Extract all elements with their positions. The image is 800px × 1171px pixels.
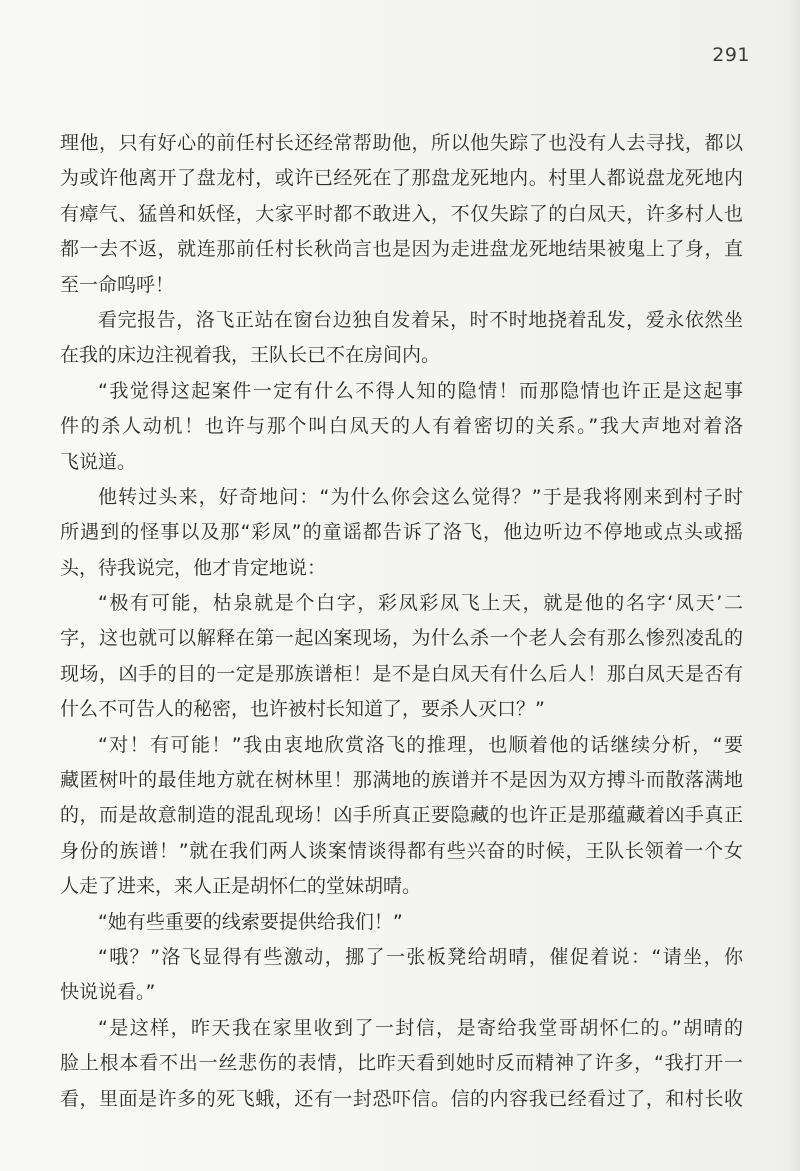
text-line: “是这样，昨天我在家里收到了一封信，是寄给我堂哥胡怀仁的。”胡晴的 [98, 1016, 743, 1039]
body-text [60, 126, 743, 1117]
page-number: 291 [712, 44, 750, 66]
text-line: 头，待我说完，他才肯定地说： [60, 556, 327, 579]
text-line: “哦？”洛飞显得有些激动，挪了一张板凳给胡晴，催促着说：“请坐，你 [98, 945, 743, 968]
page-edge-shadow [786, 0, 800, 1171]
text-line: 至一命呜呼！ [60, 273, 175, 296]
text-line: 理他，只有好心的前任村长还经常帮助他，所以他失踪了也没有人去寻找，都以 [60, 132, 743, 154]
text-line: 字，这也就可以解释在第一起凶案现场，为什么杀一个老人会有那么惨烈凌乱的 [60, 627, 743, 650]
text-line: 人走了进来，来人正是胡怀仁的堂妹胡晴。 [60, 875, 422, 898]
text-line: 都一去不返，就连那前任村长秋尚言也是因为走进盘龙死地结果被鬼上了身，直 [60, 238, 743, 261]
text-line: 看完报告，洛飞正站在窗台边独自发着呆，时不时地挠着乱发，爱永依然坐 [98, 308, 743, 331]
text-line: 快说说看。” [60, 981, 156, 1004]
text-line: “她有些重要的线索要提供给我们！” [98, 910, 403, 933]
text-line: 什么不可告人的秘密，也许被村长知道了，要杀人灭口？” [60, 698, 545, 721]
text-line: 身份的族谱！”就在我们两人谈案情谈得都有些兴奋的时候，王队长领着一个女 [60, 839, 743, 862]
text-line: 飞说道。 [60, 450, 137, 473]
text-line: 的，而是故意制造的混乱现场！凶手所真正要隐藏的也许正是那蕴藏着凶手真正 [60, 804, 743, 827]
text-line: “我觉得这起案件一定有什么不得人知的隐情！而那隐情也许正是这起事 [98, 379, 743, 402]
text-line: 看，里面是许多的死飞蛾，还有一封恐吓信。信的内容我已经看过了，和村长收 [60, 1087, 743, 1110]
text-line: 所遇到的怪事以及那“彩凤”的童谣都告诉了洛飞，他边听边不停地或点头或摇 [60, 521, 743, 544]
text-line: 件的杀人动机！也许与那个叫白凤天的人有着密切的关系。”我大声地对着洛 [60, 415, 743, 438]
text-line: 他转过头来，好奇地问：“为什么你会这么觉得？”于是我将刚来到村子时 [98, 485, 743, 508]
text-line: 脸上根本看不出一丝悲伤的表情，比昨天看到她时反而精神了许多，“我打开一 [60, 1052, 743, 1075]
text-line: 现场，凶手的目的一定是那族谱柜！是不是白凤天有什么后人！那白凤天是否有 [60, 662, 743, 685]
text-line: “对！有可能！”我由衷地欣赏洛飞的推理，也顺着他的话继续分析，“要 [98, 733, 743, 756]
text-line: 在我的床边注视着我，王队长已不在房间内。 [60, 344, 441, 367]
text-line: 有瘴气、猛兽和妖怪，大家平时都不敢进入，不仅失踪了的白凤天，许多村人也 [60, 202, 743, 225]
text-line: “极有可能，枯泉就是个白字，彩凤彩凤飞上天，就是他的名字‘凤天’二 [98, 592, 743, 615]
text-line: 为或许他离开了盘龙村，或许已经死在了那盘龙死地内。村里人都说盘龙死地内 [60, 167, 743, 190]
text-line: 藏匿树叶的最佳地方就在树林里！那满地的族谱并不是因为双方搏斗而散落满地 [60, 769, 743, 792]
